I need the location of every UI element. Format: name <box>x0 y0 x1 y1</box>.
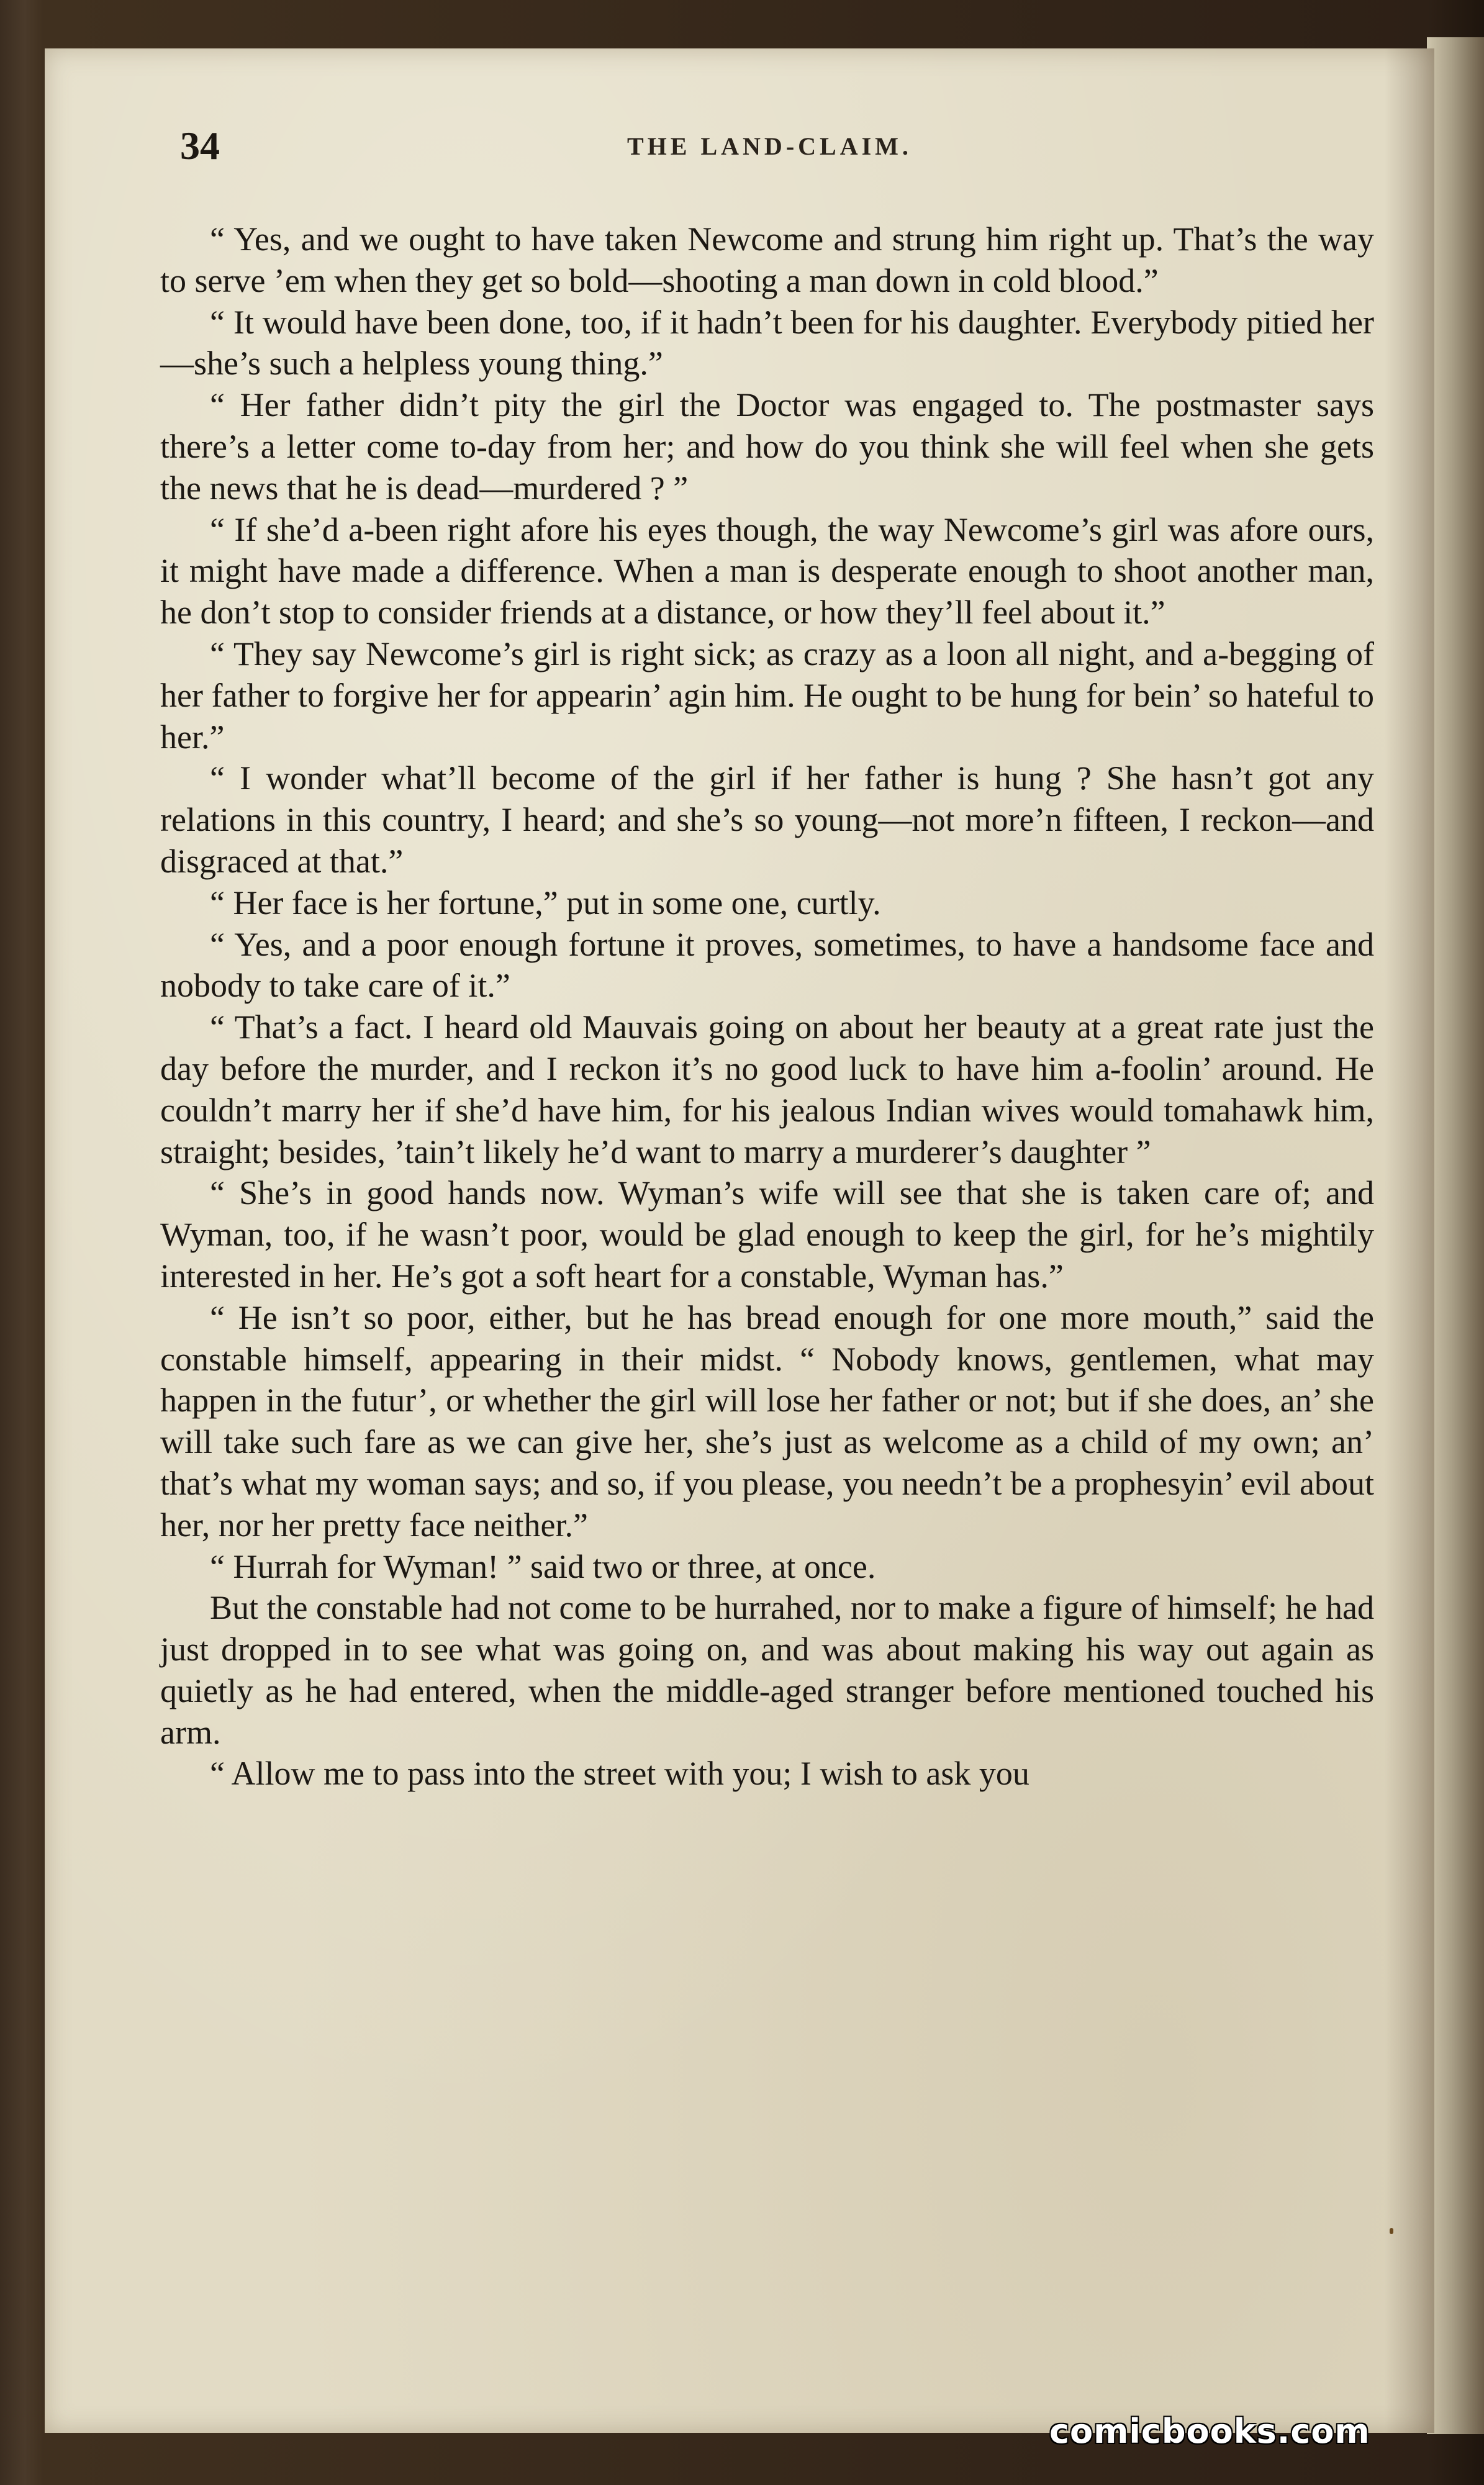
running-head: THE LAND-CLAIM. <box>627 132 912 160</box>
paragraph: “ If she’d a-been right afore his eyes though, the way Newcome’s girl was afore ours, it might have made a difference. When a man is desperate enough to shoot another man, he don’t stop to consider friends at a distance, or how they’ll feel about it.” <box>160 510 1374 631</box>
paragraph: “ I wonder what’ll become of the girl if her father is hung ? She hasn’t got any relations in this country, I heard; and she’s so young—not more’n fifteen, I reckon—and disgraced at that.” <box>160 759 1374 880</box>
paragraph: “ He isn’t so poor, either, but he has bread enough for one more mouth,” said the constable himself, appearing in their midst. “ Nobody knows, gentlemen, what may happen in the futur’, or whether the girl will lose her father or not; but if she does, an’ she will take such fare as we can give her, she’s just as welcome as a child of my own; an’ that’s what my woman says; and so, if you please, you needn’t be a prophesyin’ evil about her, nor her pretty face neither.” <box>160 1298 1374 1544</box>
page-number: 34 <box>180 124 220 168</box>
paragraph: “ Her face is her fortune,” put in some one, curtly. <box>210 884 881 921</box>
watermark: comicbooks.com <box>1049 2412 1370 2451</box>
paragraph: But the constable had not come to be hurrahed, nor to make a figure of himself; he had just dropped in to see what was going on, and was about making his way out again as quietly as he had entered, when the middle-aged stranger before mentioned touched his arm. <box>160 1589 1374 1751</box>
page-text <box>160 219 1374 1795</box>
paragraph: “ Hurrah for Wyman! ” said two or three, at once. <box>210 1547 876 1585</box>
paragraph: “ That’s a fact. I heard old Mauvais going on about her beauty at a great rate just the day before the murder, and I reckon it’s no good luck to have him a-foolin’ around. He couldn’t marry her if she’d have him, for his jealous Indian wives would tomahawk him, straight; besides, ’tain’t likely he’d want to marry a murderer’s daughter ” <box>160 1008 1374 1170</box>
paragraph: “ She’s in good hands now. Wyman’s wife will see that she is taken care of; and Wyman, too, if he wasn’t poor, would be glad enough to keep the girl, for he’s mightily interested in her. He’s got a soft heart for a constable, Wyman has.” <box>160 1174 1374 1295</box>
paragraph: “ Yes, and we ought to have taken Newcome and strung him right up. That’s the way to serve ’em when they get so bold—shooting a man down in cold blood.” <box>160 220 1374 299</box>
paragraph: “ It would have been done, too, if it hadn’t been for his daughter. Everybody pitied her—she’s such a helpless young thing.” <box>160 303 1374 382</box>
paragraph: “ Yes, and a poor enough fortune it proves, sometimes, to have a handsome face and nobody to take care of it.” <box>160 925 1374 1005</box>
paragraph: “ Her father didn’t pity the girl the Doctor was engaged to. The postmaster says there’s a letter come to-day from her; and how do you think she will feel when she gets the news that he is dead—murdered ? ” <box>160 386 1374 507</box>
page-header <box>180 123 1372 173</box>
paragraph: “ Allow me to pass into the street with you; I wish to ask you <box>210 1755 1029 1793</box>
next-page-edge <box>1427 37 1484 2434</box>
spine-shadow <box>1385 48 1434 2433</box>
paragraph: “ They say Newcome’s girl is right sick; as crazy as a loon all night, and a-begging of her father to forgive her for appearin’ agin him. He ought to be hung for bein’ so hateful to her.” <box>160 635 1374 756</box>
page-speck <box>1390 2228 1393 2234</box>
